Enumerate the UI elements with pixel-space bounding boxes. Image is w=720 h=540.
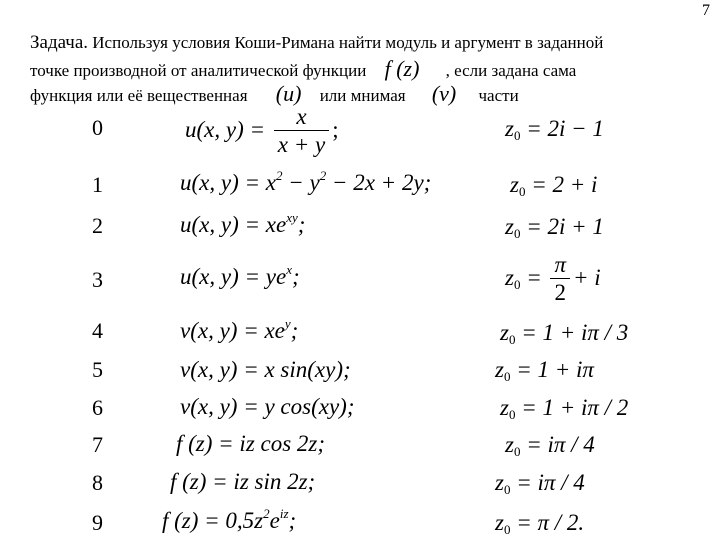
- row-5-equation: [180, 357, 351, 383]
- row-0-equation: [185, 104, 339, 159]
- row-1-eq-a: u(x, y) = x: [180, 170, 276, 195]
- row-9-sup-1: 2: [263, 506, 270, 521]
- row-7-z0-value: = iπ / 4: [526, 432, 595, 457]
- row-number-7: 7: [92, 432, 103, 457]
- task-line-3-a: функция или её вещественная: [30, 86, 248, 105]
- row-0-frac-num: x: [296, 104, 307, 129]
- row-0-frac-den: x + y: [274, 130, 329, 159]
- z0-symbol: z: [505, 116, 514, 141]
- row-4-z0-value: = 1 + iπ / 3: [521, 320, 629, 345]
- task-u: (u): [275, 81, 302, 106]
- row-0-z0: [505, 116, 604, 142]
- z0-symbol: z: [505, 432, 514, 457]
- row-3-z0: [505, 252, 601, 307]
- row-3-z0-tail: + i: [573, 264, 601, 290]
- row-1-eq-b: − y: [282, 170, 320, 195]
- row-number-3: 3: [92, 267, 103, 292]
- row-2-eq-c: ;: [297, 212, 306, 237]
- z0-symbol: z: [500, 395, 509, 420]
- z0-sub: 0: [513, 128, 521, 143]
- z0-sub: 0: [508, 407, 516, 422]
- row-7-equation: [176, 431, 325, 457]
- row-1-z0-value: = 2 + i: [531, 172, 598, 197]
- z0-symbol: z: [495, 357, 504, 382]
- z0-symbol: z: [505, 214, 514, 239]
- row-0-z0-value: = 2i − 1: [526, 116, 604, 141]
- row-0-fraction: [274, 104, 329, 159]
- task-line-2-b: , если задана сама: [445, 61, 577, 80]
- row-9-z0: [495, 510, 584, 536]
- row-9-equation: [162, 508, 296, 534]
- row-number-9: 9: [92, 510, 103, 535]
- row-number-1: 1: [92, 172, 103, 197]
- row-9-z0-value: = π / 2.: [516, 510, 585, 535]
- row-6-z0-value: = 1 + iπ / 2: [521, 395, 629, 420]
- z0-symbol: z: [505, 264, 514, 290]
- row-1-z0: [510, 172, 597, 198]
- row-6-eq-a: v(x, y) = y cos(xy);: [180, 394, 355, 419]
- row-3-sup-1: x: [286, 262, 292, 277]
- row-8-eq-a: f (z) = iz sin 2z;: [170, 469, 316, 494]
- row-3-z0-eq: =: [526, 264, 542, 290]
- row-number-8: 8: [92, 470, 103, 495]
- task-line-2-a: точке производной от аналитической функции: [30, 61, 367, 80]
- z0-symbol: z: [500, 320, 509, 345]
- z0-sub: 0: [503, 482, 511, 497]
- z0-sub: 0: [503, 522, 511, 537]
- task-line-1: [30, 31, 603, 55]
- row-7-z0: [505, 432, 595, 458]
- z0-symbol: z: [495, 510, 504, 535]
- page-number: 7: [702, 2, 710, 19]
- row-2-z0-value: = 2i + 1: [526, 214, 604, 239]
- row-4-z0: [500, 320, 628, 346]
- row-3-frac-den: 2: [550, 278, 570, 307]
- row-0-lhs: u(x, y) =: [185, 116, 266, 142]
- row-8-z0: [495, 470, 585, 496]
- row-3-eq-c: ;: [291, 264, 300, 289]
- row-4-eq-c: ;: [290, 318, 299, 343]
- row-8-z0-value: = iπ / 4: [516, 470, 585, 495]
- row-2-equation: [180, 212, 305, 238]
- row-number-5: 5: [92, 357, 103, 382]
- row-3-equation: [180, 264, 300, 290]
- row-number-4: 4: [92, 318, 103, 343]
- task-line-1-text: Используя условия Коши-Римана найти модуль и аргумент в заданной: [92, 33, 604, 52]
- row-2-sup-1: xy: [286, 210, 298, 225]
- row-9-eq-a: f (z) = 0,5z: [162, 508, 264, 533]
- z0-sub: 0: [513, 444, 521, 459]
- task-line-3-c: части: [478, 86, 519, 105]
- row-6-z0: [500, 395, 628, 421]
- row-3-frac-num: π: [554, 252, 567, 277]
- row-1-sup-1: 2: [275, 168, 283, 183]
- z0-sub: 0: [503, 369, 511, 384]
- row-7-eq-a: f (z) = iz cos 2z;: [176, 431, 326, 456]
- task-v: (v): [431, 81, 457, 106]
- row-5-eq-a: v(x, y) = x sin(xy);: [180, 357, 351, 382]
- row-8-equation: [170, 469, 315, 495]
- task-line-3-b: или мнимая: [319, 86, 406, 105]
- row-number-2: 2: [92, 213, 103, 238]
- row-2-z0: [505, 214, 604, 240]
- row-9-sup-2: iz: [279, 506, 289, 521]
- row-5-z0-value: = 1 + iπ: [516, 357, 594, 382]
- row-1-equation: [180, 170, 431, 196]
- row-2-eq-a: u(x, y) = xe: [180, 212, 287, 237]
- row-1-sup-2: 2: [319, 168, 327, 183]
- task-line-2: [30, 57, 576, 83]
- row-number-0: 0: [92, 115, 103, 140]
- row-3-eq-a: u(x, y) = ye: [180, 264, 287, 289]
- row-4-eq-a: v(x, y) = xe: [180, 318, 285, 343]
- row-9-eq-c: ;: [288, 508, 297, 533]
- row-4-equation: [180, 318, 298, 344]
- row-0-tail: ;: [332, 116, 339, 142]
- row-4-sup-1: y: [284, 316, 291, 331]
- z0-sub: 0: [508, 332, 516, 347]
- row-9-eq-b: e: [269, 508, 280, 533]
- row-1-eq-c: − 2x + 2y;: [326, 170, 432, 195]
- z0-sub: 0: [518, 184, 526, 199]
- row-3-z0-fraction: [550, 252, 570, 307]
- row-number-6: 6: [92, 395, 103, 420]
- task-heading: Задача.: [30, 32, 89, 53]
- z0-symbol: z: [510, 172, 519, 197]
- z0-sub: 0: [513, 276, 521, 292]
- z0-symbol: z: [495, 470, 504, 495]
- row-5-z0: [495, 357, 594, 383]
- task-fz: f (z): [384, 56, 420, 81]
- row-6-equation: [180, 394, 354, 420]
- z0-sub: 0: [513, 226, 521, 241]
